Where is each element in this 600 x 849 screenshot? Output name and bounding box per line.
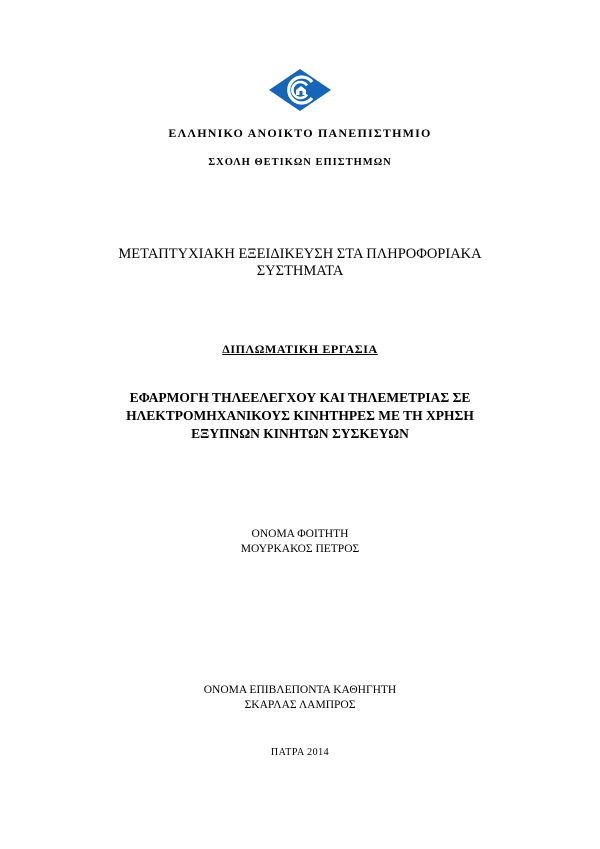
supervisor-info [0,683,600,713]
thesis-title-line: ΕΦΑΡΜΟΓΗ ΤΗΛΕΕΛΕΓΧΟΥ ΚΑΙ ΤΗΛΕΜΕΤΡΙΑΣ ΣΕ [129,390,471,405]
university-logo-icon [268,68,332,112]
student-name: ΜΟΥΡΚΑΚΟΣ ΠΕΤΡΟΣ [240,543,360,555]
program-title-line: ΣΥΣΤΗΜΑΤΑ [256,263,344,279]
thesis-title-line: ΗΛΕΚΤΡΟΜΗΧΑΝΙΚΟΥΣ ΚΙΝΗΤΗΡΕΣ ΜΕ ΤΗ ΧΡΗΣΗ [126,408,474,423]
supervisor-name: ΣΚΑΡΛΑΣ ΛΑΜΠΡΟΣ [244,699,356,711]
university-name: ΕΛΛΗΝΙΚΟ ΑΝΟΙΚΤΟ ΠΑΝΕΠΙΣΤΗΜΙΟ [168,126,432,140]
thesis-label [0,342,600,357]
thesis-title [0,389,600,443]
supervisor-label: ΟΝΟΜΑ ΕΠΙΒΛΕΠΟΝΤΑ ΚΑΘΗΓΗΤΗ [203,684,397,696]
school-name: ΣΧΟΛΗ ΘΕΤΙΚΩΝ ΕΠΙΣΤΗΜΩΝ [208,157,392,168]
student-info [0,527,600,557]
student-label: ΟΝΟΜΑ ΦΟΙΤΗΤΗ [251,528,349,540]
thesis-title-line: ΕΞΥΠΝΩΝ ΚΙΝΗΤΩΝ ΣΥΣΚΕΥΩΝ [191,426,409,441]
thesis-label-text: ΔΙΠΛΩΜΑΤΙΚΗ ΕΡΓΑΣΙΑ [222,342,378,356]
program-title-line: ΜΕΤΑΠΤΥΧΙΑΚΗ ΕΞΕΙΔΙΚΕΥΣΗ ΣΤΑ ΠΛΗΡΟΦΟΡΙΑΚΑ [118,246,482,262]
program-title [0,246,600,280]
place-date: ΠΑΤΡΑ 2014 [270,747,330,758]
